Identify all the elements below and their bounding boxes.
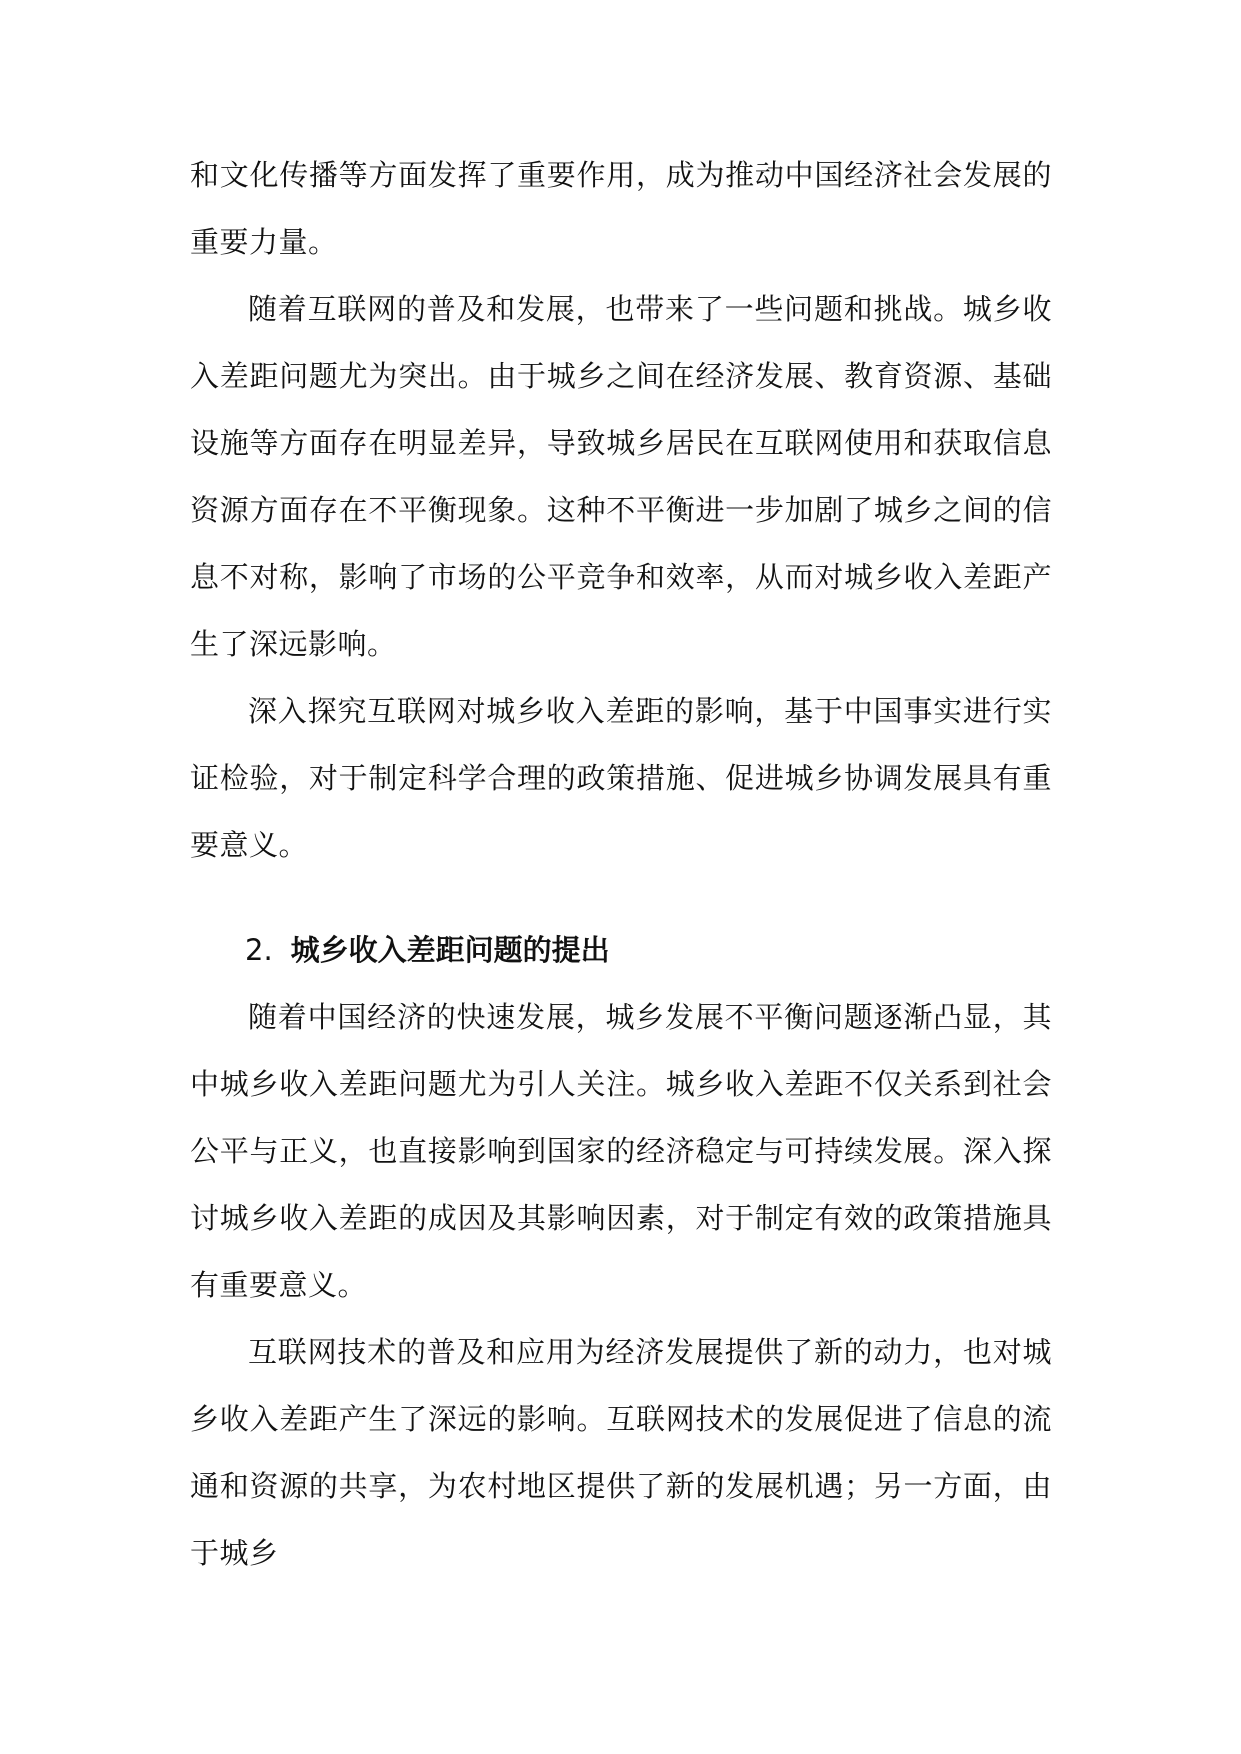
paragraph-5: 互联网技术的普及和应用为经济发展提供了新的动力，也对城乡收入差距产生了深远的影响。互联网技术的发展促进了信息的流通和资源的共享，为农村地区提供了新的发展机遇；另一方面，由于城乡 — [190, 1335, 1052, 1570]
paragraph-3: 深入探究互联网对城乡收入差距的影响，基于中国事实进行实证检验，对于制定科学合理的政策措施、促进城乡协调发展具有重要意义。 — [190, 694, 1052, 862]
paragraph-2: 随着互联网的普及和发展，也带来了一些问题和挑战。城乡收入差距问题尤为突出。由于城乡之间在经济发展、教育资源、基础设施等方面存在明显差异，导致城乡居民在互联网使用和获取信息资源方面存在不平衡现象。这种不平衡进一步加剧了城乡之间的信息不对称，影响了市场的公平竞争和效率，从而对城乡收入差距产生了深远影响。 — [190, 292, 1052, 661]
section-heading — [190, 917, 1052, 984]
document-body — [190, 142, 1052, 1587]
section-number: 2. — [245, 933, 273, 967]
paragraph-4: 随着中国经济的快速发展，城乡发展不平衡问题逐渐凸显，其中城乡收入差距问题尤为引人关注。城乡收入差距不仅关系到社会公平与正义，也直接影响到国家的经济稳定与可持续发展。深入探讨城乡收入差距的成因及其影响因素，对于制定有效的政策措施具有重要意义。 — [190, 1000, 1052, 1302]
paragraph-1: 和文化传播等方面发挥了重要作用，成为推动中国经济社会发展的重要力量。 — [190, 158, 1052, 259]
section-title: 城乡收入差距问题的提出 — [290, 933, 610, 967]
